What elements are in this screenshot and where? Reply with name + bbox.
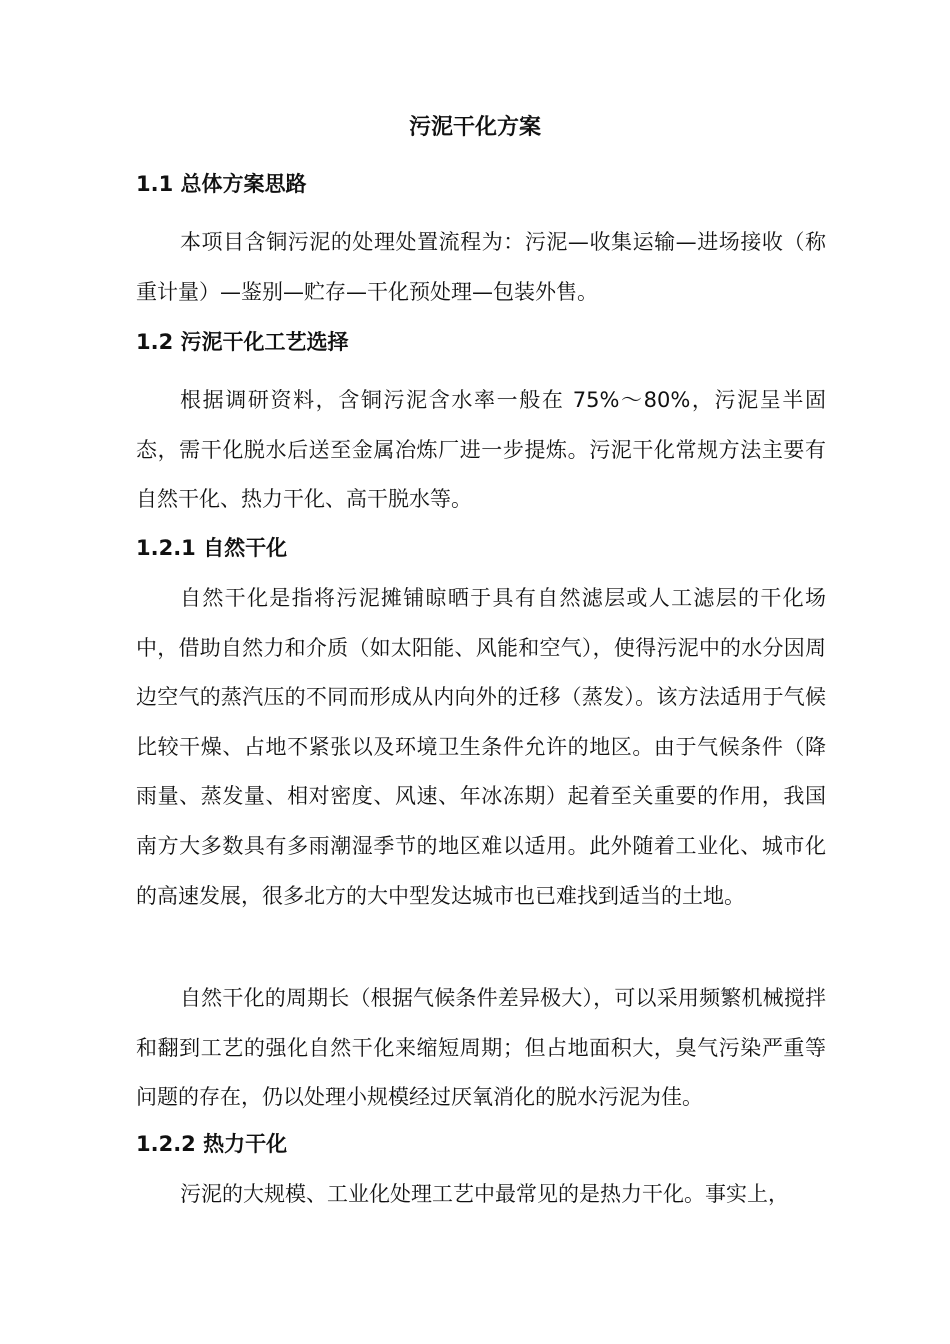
section-heading-1-1: 1.1 总体方案思路 bbox=[136, 172, 307, 196]
paragraph-1-2-1-a: 自然干化是指将污泥摊铺晾晒于具有自然滤层或人工滤层的干化场中，借助自然力和介质（如太阳能、风能和空气），使得污泥中的水分因周边空气的蒸汽压的不同而形成从内向外的迁移（蒸发）。该方法适用于气候比较干燥、占地不紧张以及环境卫生条件允许的地区。由于气候条件（降雨量、蒸发量、相对密度、风速、年冰冻期）起着至关重要的作用，我国南方大多数具有多雨潮湿季节的地区难以适用。此外随着工业化、城市化的高速发展，很多北方的大中型发达城市也已难找到适当的土地。 bbox=[136, 586, 826, 908]
paragraph-1-1: 本项目含铜污泥的处理处置流程为：污泥—收集运输—进场接收（称重计量）—鉴别—贮存—干化预处理—包装外售。 bbox=[136, 230, 826, 304]
paragraph-1-2: 根据调研资料，含铜污泥含水率一般在 75%～80%，污泥呈半固态，需干化脱水后送至金属冶炼厂进一步提炼。污泥干化常规方法主要有自然干化、热力干化、高干脱水等。 bbox=[136, 388, 826, 512]
section-heading-1-2: 1.2 污泥干化工艺选择 bbox=[136, 330, 349, 354]
document-title: 污泥干化方案 bbox=[408, 115, 541, 140]
paragraph-1-2-1-b: 自然干化的周期长（根据气候条件差异极大），可以采用频繁机械搅拌和翻到工艺的强化自然干化来缩短周期；但占地面积大，臭气污染严重等问题的存在，仍以处理小规模经过厌氧消化的脱水污泥为佳。 bbox=[136, 986, 826, 1110]
paragraph-1-2-2: 污泥的大规模、工业化处理工艺中最常见的是热力干化。事实上， bbox=[180, 1182, 789, 1206]
section-heading-1-2-1: 1.2.1 自然干化 bbox=[136, 536, 288, 560]
section-heading-1-2-2: 1.2.2 热力干化 bbox=[136, 1132, 288, 1156]
